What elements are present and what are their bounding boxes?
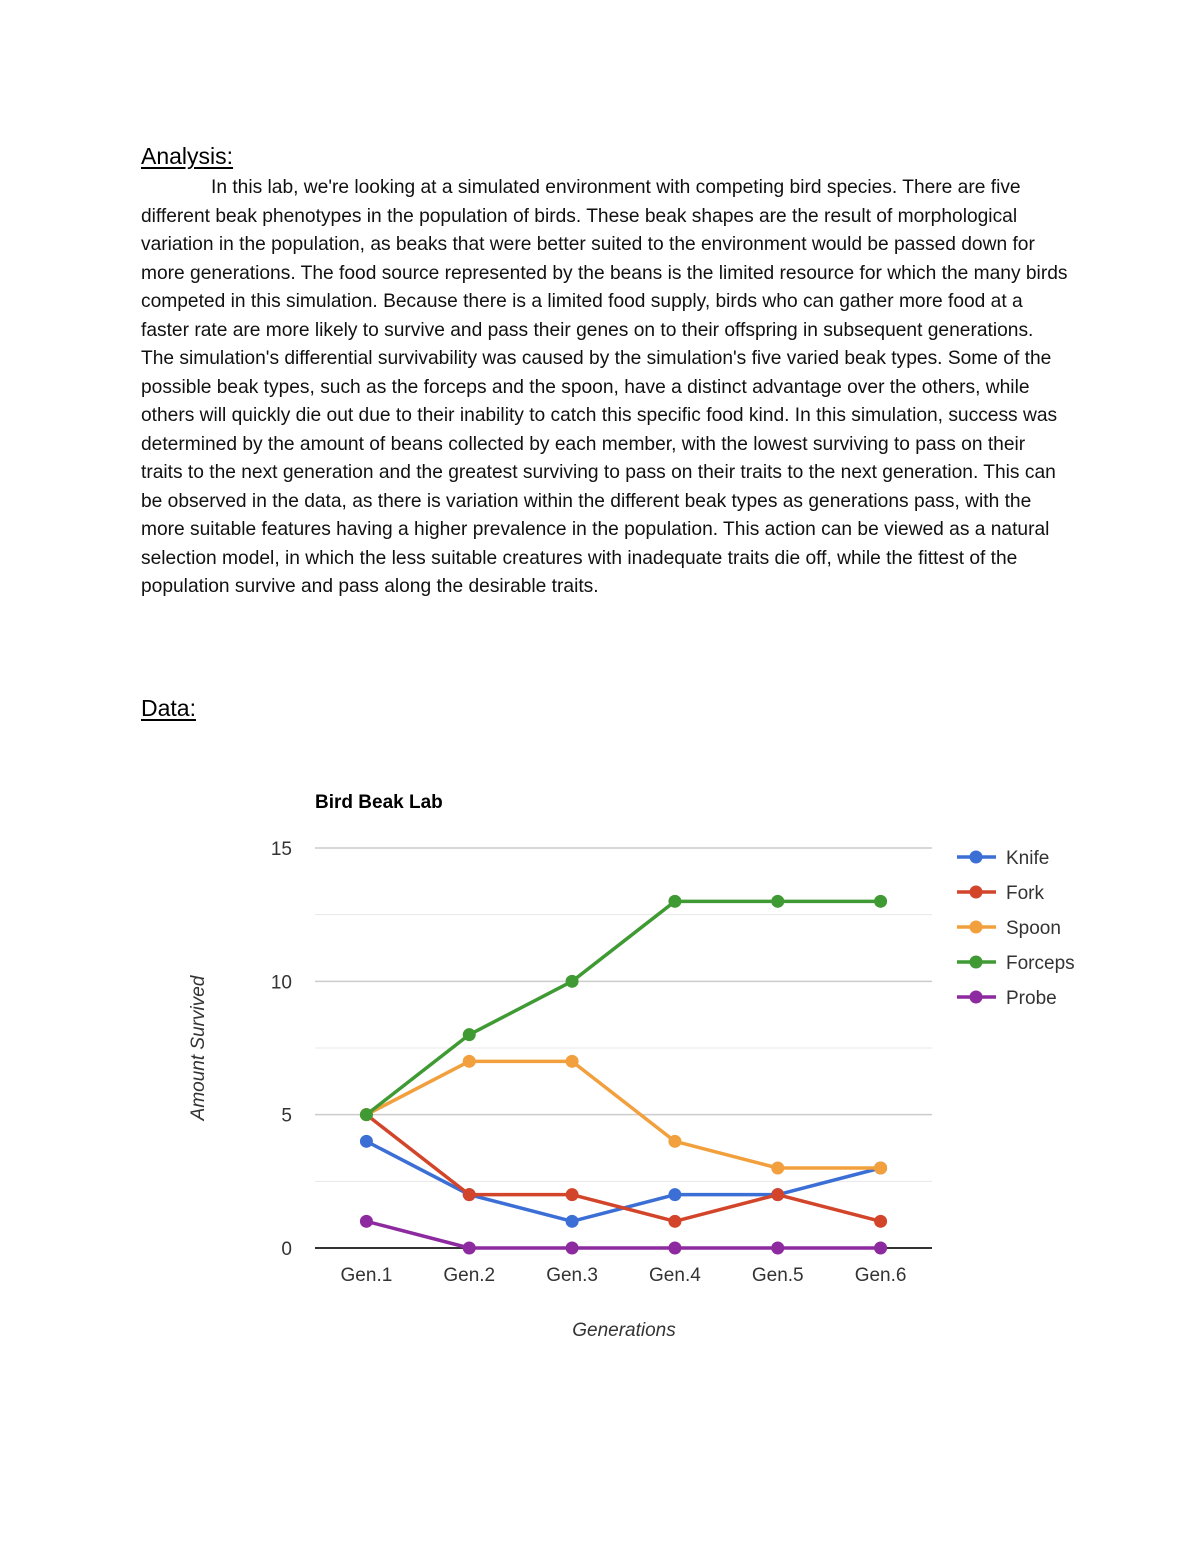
data-heading: Data:: [141, 695, 196, 721]
data-point-knife: [360, 1135, 373, 1148]
x-tick-label: Gen.5: [751, 1265, 804, 1286]
y-tick-label: 0: [281, 1239, 292, 1260]
data-point-spoon: [771, 1162, 784, 1175]
x-tick-label: Gen.1: [340, 1265, 393, 1286]
data-point-probe: [874, 1242, 887, 1255]
legend-item-spoon: [957, 918, 1061, 939]
data-point-forceps: [771, 895, 784, 908]
data-point-probe: [771, 1242, 784, 1255]
y-axis-ticks: [271, 839, 292, 1260]
y-axis-title: Amount Survived: [188, 975, 209, 1121]
data-point-fork: [566, 1188, 579, 1201]
x-axis-title: Generations: [572, 1320, 676, 1341]
x-tick-label: Gen.6: [854, 1265, 907, 1286]
legend-label: Probe: [1006, 988, 1057, 1009]
data-point-probe: [668, 1242, 681, 1255]
data-point-spoon: [566, 1055, 579, 1068]
legend-swatch-point: [970, 956, 983, 969]
legend-label: Forceps: [1006, 953, 1075, 974]
data-point-spoon: [463, 1055, 476, 1068]
series-line-probe: [366, 1221, 880, 1248]
legend-label: Fork: [1006, 883, 1044, 904]
data-point-fork: [771, 1188, 784, 1201]
data-point-forceps: [360, 1108, 373, 1121]
data-point-fork: [463, 1188, 476, 1201]
legend-swatch-point: [970, 921, 983, 934]
grid-lines: [315, 848, 932, 1248]
data-point-fork: [874, 1215, 887, 1228]
analysis-heading: Analysis:: [141, 143, 234, 169]
legend-item-forceps: [957, 953, 1075, 974]
legend-swatch-point: [970, 991, 983, 1004]
data-point-probe: [360, 1215, 373, 1228]
data-series: [360, 895, 887, 1255]
legend-item-knife: [957, 848, 1049, 869]
y-tick-label: 10: [270, 972, 292, 994]
series-line-forceps: [366, 901, 880, 1114]
legend-label: Spoon: [1006, 918, 1061, 939]
data-point-forceps: [566, 975, 579, 988]
data-point-probe: [566, 1242, 579, 1255]
x-tick-label: Gen.4: [649, 1265, 701, 1286]
legend-label: Knife: [1006, 848, 1050, 869]
legend: [957, 848, 1075, 1009]
x-tick-label: Gen.2: [443, 1265, 496, 1286]
y-tick-label: 5: [281, 1105, 292, 1127]
data-point-spoon: [668, 1135, 681, 1148]
chart-title: Bird Beak Lab: [315, 792, 443, 813]
data-point-forceps: [463, 1028, 476, 1041]
series-forceps: [360, 895, 887, 1121]
data-point-spoon: [874, 1162, 887, 1175]
analysis-paragraph: In this lab, we're looking at a simulated environment with competing bird species. There are five different beak phenotypes in the population of birds. These beak shapes are the result of morphological variation in the population, as beaks that were better suited to the environment would be passed down for more generations. The food source represented by the beans is the limited resource for which the many birds competed in this simulation. Because there is a limited food supply, birds who can gather more food at a faster rate are more likely to survive and pass their genes on to their offspring in subsequent generations. The simulation's differential survivability was caused by the simulation's five varied beak types. Some of the possible beak types, such as the forceps and the spoon, have a distinct advantage over the others, while others will quickly die out due to their inability to catch this specific food kind. In this simulation, success was determined by the amount of beans collected by each member, with the lowest surviving to pass on their traits to the next generation and the greatest surviving to pass on their traits to the next generation. This can be observed in the data, as there is variation within the different beak types as generations pass, with the more suitable features having a higher prevalence in the population. This action can be viewed as a natural selection model, in which the less suitable creatures with inadequate traits die off, while the fittest of the population survive and pass along the desirable traits.: [141, 177, 1068, 597]
data-point-forceps: [668, 895, 681, 908]
y-tick-label: 15: [270, 839, 292, 860]
x-axis-ticks: [341, 1265, 907, 1286]
data-point-forceps: [874, 895, 887, 908]
data-point-probe: [463, 1242, 476, 1255]
legend-swatch-point: [970, 851, 983, 864]
legend-item-probe: [957, 988, 1057, 1009]
x-tick-label: Gen.3: [546, 1265, 598, 1286]
bird-beak-chart: [170, 770, 1120, 1370]
data-point-knife: [566, 1215, 579, 1228]
data-point-fork: [668, 1215, 681, 1228]
legend-swatch-point: [970, 886, 983, 899]
data-point-knife: [668, 1188, 681, 1201]
legend-item-fork: [957, 883, 1045, 904]
